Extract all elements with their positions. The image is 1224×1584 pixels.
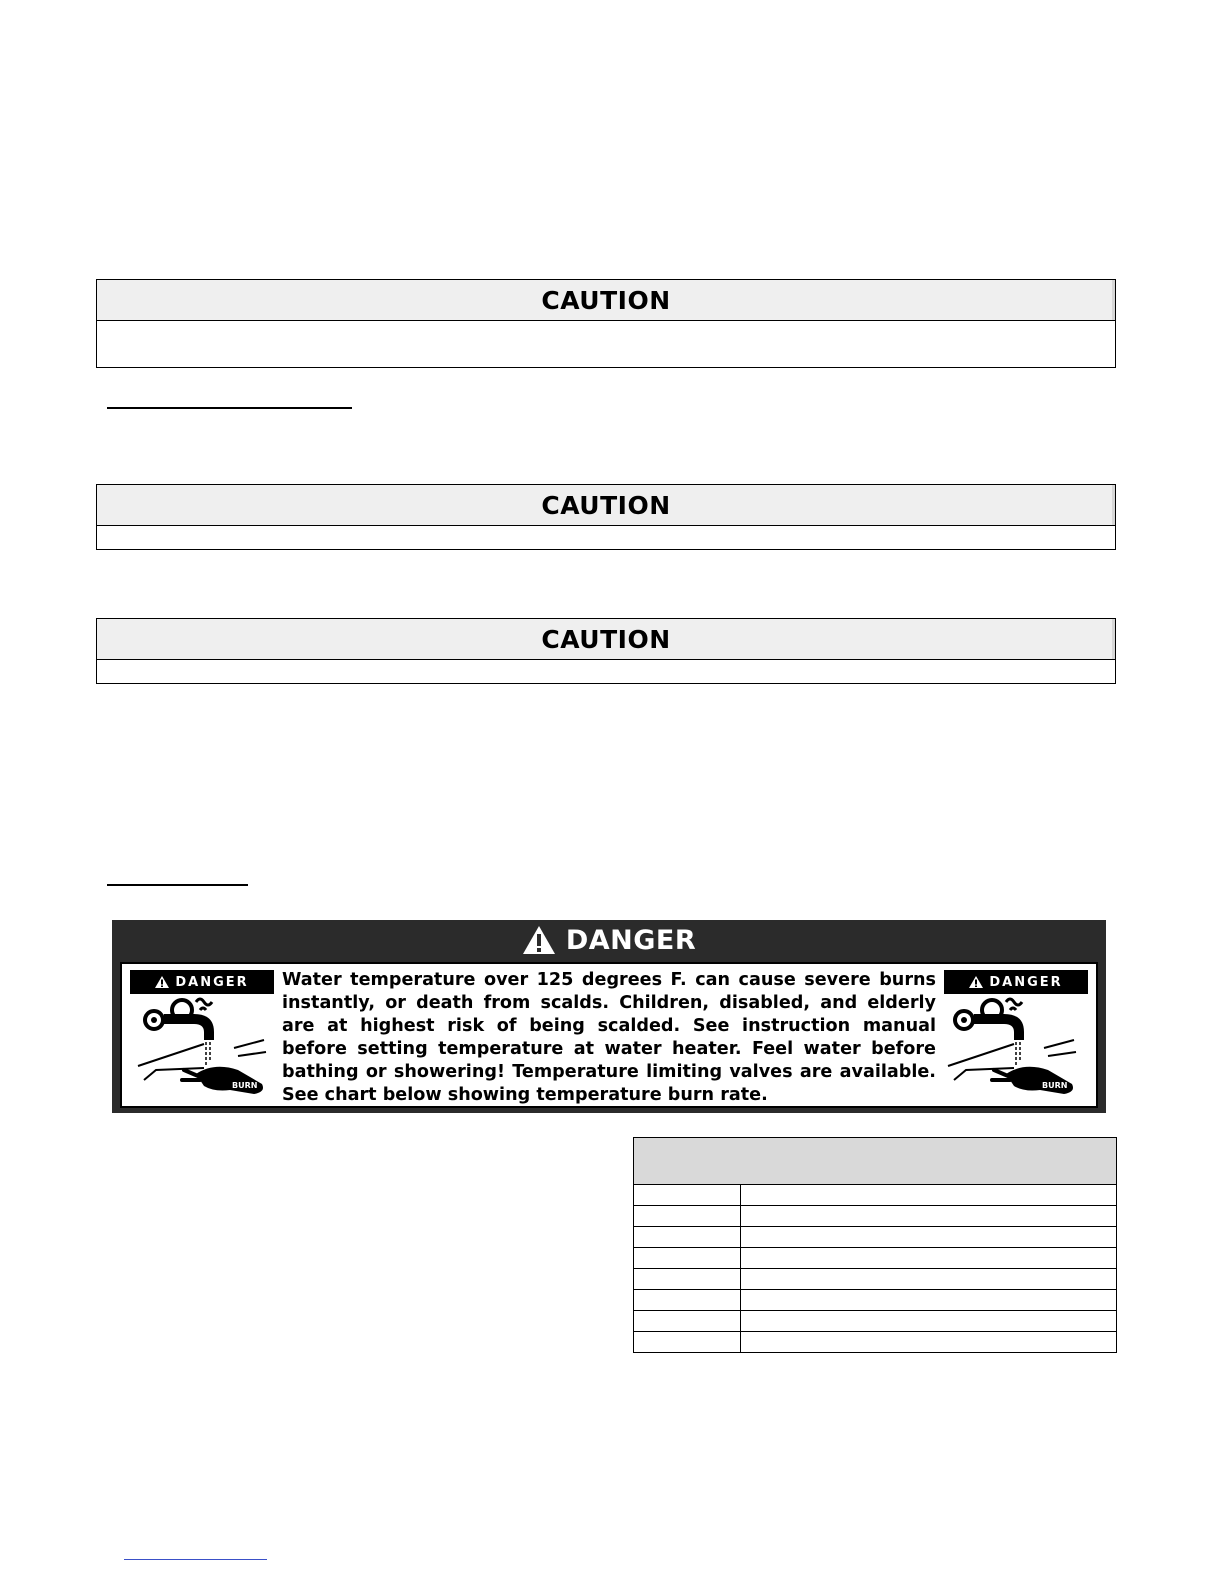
table-cell — [741, 1269, 1117, 1290]
table-row — [634, 1311, 1117, 1332]
table-cell — [634, 1206, 741, 1227]
table-row — [634, 1269, 1117, 1290]
warning-triangle-icon — [969, 976, 983, 988]
table-row — [634, 1227, 1117, 1248]
caution-box-3 — [96, 618, 1116, 684]
table-header-row — [634, 1138, 1117, 1185]
burn-rate-table — [633, 1137, 1117, 1353]
caution-header — [97, 619, 1115, 660]
caution-body — [97, 321, 1115, 367]
burn-label: BURN — [1042, 1081, 1068, 1090]
caution-title: CAUTION — [541, 285, 671, 315]
table-header — [634, 1138, 1117, 1185]
burn-label: BURN — [232, 1081, 258, 1090]
table-cell — [741, 1206, 1117, 1227]
table-cell — [741, 1185, 1117, 1206]
caution-header — [97, 280, 1115, 321]
danger-badge-text: DANGER — [175, 974, 249, 990]
danger-badge-right — [944, 970, 1088, 994]
scald-faucet-hand-icon — [134, 996, 274, 1106]
table-cell — [634, 1269, 741, 1290]
scald-faucet-hand-icon — [944, 996, 1084, 1106]
section-heading-underline — [107, 884, 248, 886]
caution-box-1 — [96, 279, 1116, 368]
table-cell — [634, 1185, 741, 1206]
table-row — [634, 1206, 1117, 1227]
danger-panel — [120, 962, 1098, 1108]
caution-body — [97, 526, 1115, 549]
table-row — [634, 1185, 1117, 1206]
danger-warning-text: Water temperature over 125 degrees F. can cause severe burns instantly, or death from scalds. Children, disabled, and elderly are at highest risk of being scalded. See instruction manual before setting temperature at water heater. Feel water before bathing or showering! Temperature limiting valves are available. See chart below showing temperature burn rate. — [282, 970, 936, 1105]
warning-triangle-icon — [522, 925, 556, 955]
table-cell — [634, 1227, 741, 1248]
caution-header — [97, 485, 1115, 526]
danger-title: DANGER — [565, 924, 697, 956]
table-cell — [634, 1311, 741, 1332]
danger-header — [112, 920, 1106, 960]
table-cell — [741, 1332, 1117, 1353]
table-cell — [741, 1248, 1117, 1269]
table-cell — [634, 1290, 741, 1311]
footer-link-underline — [124, 1559, 267, 1560]
table-cell — [741, 1290, 1117, 1311]
table-cell — [741, 1227, 1117, 1248]
warning-triangle-icon — [155, 976, 169, 988]
caution-body — [97, 660, 1115, 683]
caution-box-2 — [96, 484, 1116, 550]
table-row — [634, 1290, 1117, 1311]
table-cell — [741, 1311, 1117, 1332]
danger-badge-left — [130, 970, 274, 994]
section-heading-underline — [107, 407, 352, 409]
table-row — [634, 1248, 1117, 1269]
danger-badge-text: DANGER — [989, 974, 1063, 990]
caution-title: CAUTION — [541, 490, 671, 520]
table-cell — [634, 1332, 741, 1353]
caution-title: CAUTION — [541, 624, 671, 654]
danger-label — [112, 920, 1106, 1113]
table-cell — [634, 1248, 741, 1269]
table-row — [634, 1332, 1117, 1353]
